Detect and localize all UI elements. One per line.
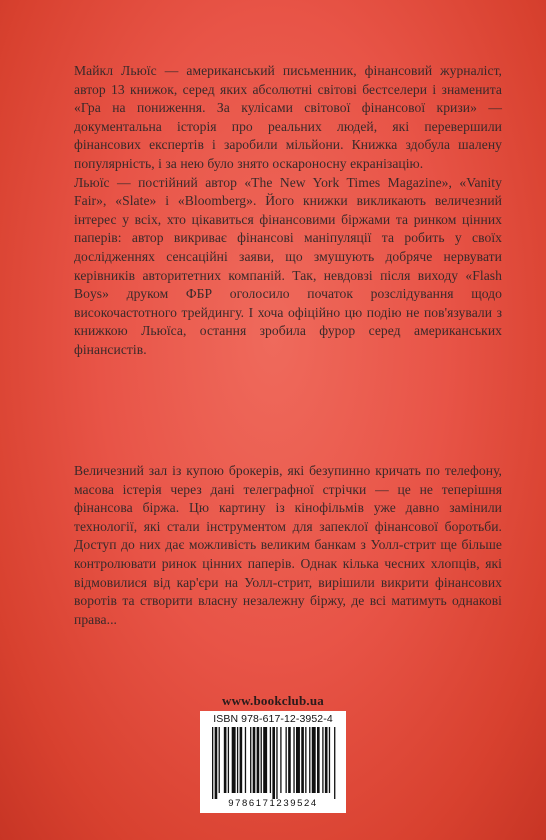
book-summary-paragraph: Величезний зал із купою брокерів, які безупинно кричать по телефону, масова істерія через дані телеграфної стрічки — це не теперішня фінансова біржа. Цю картину із кінофільмів уже давно замінили технології, які стали інструментом для запеклої фінансової боротьби. Доступ до них дає можливість великим банкам з Уолл-стрит ще більше контролювати ринок цінних паперів. Однак кілька чесних хлопців, які відмовилися від кар'єри на Уолл-стрит, вирішили викрити фінансових воротів та створити власну незалежну біржу, де всі матимуть однакові права... (74, 463, 502, 627)
barcode-bar (215, 727, 218, 799)
author-bio-paragraph-1: Майкл Льюїс — американський письменник, фінансовий журналіст, автор 13 книжок, серед яких абсолютні світові бестселери і знаменита «Гра на пониження. За кулісами світової фінансової кризи» — документальна історія про реальних людей, які перевершили фінансових експертів і заробили мільйони. Книжка здобула шалену популярність, і за нею було знято оскароносну екранізацію. (74, 63, 502, 171)
barcode-digits: 9786171239524 (228, 798, 318, 809)
barcode-bar (288, 727, 291, 793)
barcode-bar (325, 727, 328, 793)
barcode-bar (276, 727, 277, 799)
barcode-bar (228, 727, 229, 793)
book-summary (74, 462, 502, 629)
barcode-bar (309, 727, 310, 793)
barcode-icon (212, 727, 338, 799)
barcode-bar (257, 727, 260, 793)
barcode-bar (240, 727, 243, 793)
barcode-bar (224, 727, 227, 793)
barcode-bar (261, 727, 262, 793)
barcode-bar (270, 727, 271, 793)
barcode-bar (219, 727, 220, 793)
author-bio (74, 62, 502, 360)
author-bio-paragraph-2: Льюїс — постійний автор «The New York Times Magazine», «Vanity Fair», «Slate» і «Bloomberg». Його книжки викликають величезний інтерес у всіх, хто цікавиться фінансовими біржами та ринком цінних паперів: автор викриває фінансові маніпуляції та робить у своїх дослідженнях сенсаційні заяви, що змушують добряче нервувати керівників авторитетних компаній. Так, невдовзі після виходу «Flash Boys» друком ФБР оголосило початок розслідування щодо високочастотного трейдингу. І хоча офіційно цю подію не пов'язували з книжкою Льюїса, остання зробила фурор серед американських фінансистів. (74, 174, 502, 357)
barcode-bar (272, 727, 275, 799)
barcode-bar (334, 727, 335, 799)
publisher-website: www.bookclub.ua (222, 693, 324, 708)
barcode-bar (212, 727, 213, 799)
barcode-bar (317, 727, 320, 793)
barcode-bar (245, 727, 246, 793)
barcode-bar (263, 727, 267, 793)
barcode-bar (286, 727, 287, 793)
barcode-bar (296, 727, 300, 793)
barcode-bar (250, 727, 251, 793)
barcode-bar (301, 727, 304, 793)
barcode-bar (329, 727, 330, 793)
barcode-bar (293, 727, 294, 793)
barcode-bar (237, 727, 238, 793)
barcode-bar (280, 727, 281, 793)
barcode-bar (253, 727, 256, 793)
barcode-bar (322, 727, 323, 793)
barcode-block (200, 711, 346, 813)
isbn-label: ISBN 978-617-12-3952-4 (213, 713, 333, 725)
barcode-bar (232, 727, 236, 793)
barcode-bar (312, 727, 316, 793)
barcode-bar (305, 727, 306, 793)
